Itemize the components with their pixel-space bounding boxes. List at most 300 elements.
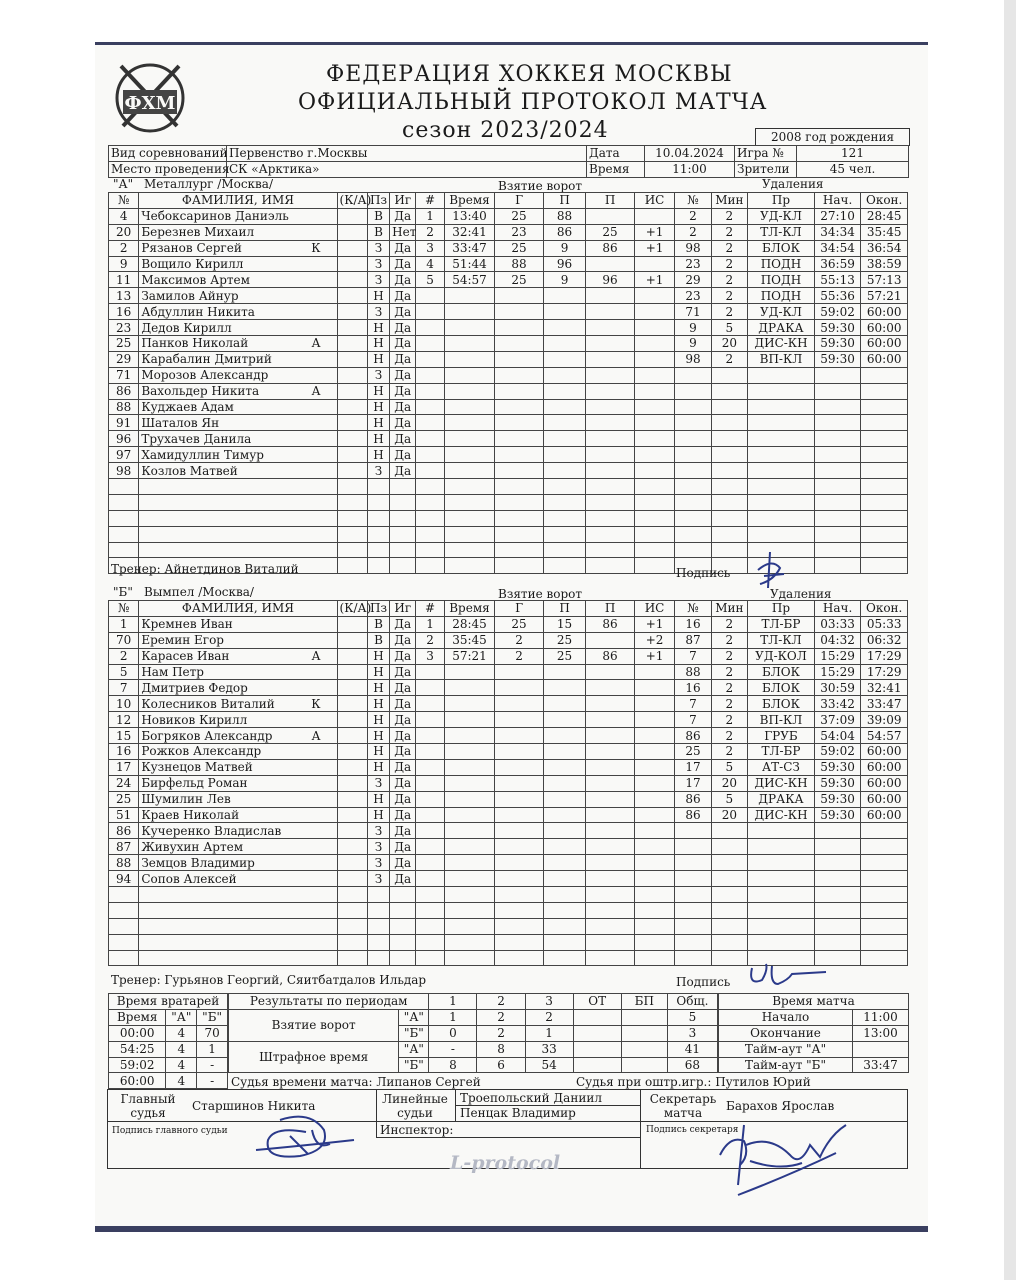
player-ka <box>337 632 367 648</box>
pen-start <box>814 558 861 574</box>
goal-assist2 <box>586 664 635 680</box>
match-info-table <box>108 145 909 178</box>
goal-assist1 <box>543 791 585 807</box>
periods-pen-label: Штрафное время <box>229 1041 399 1073</box>
player-number: 4 <box>109 208 139 224</box>
goal-scorer <box>495 807 544 823</box>
player-number <box>109 479 139 495</box>
pen-end: 33:47 <box>861 696 908 712</box>
period-cell: 0 <box>429 1025 477 1041</box>
pen-end <box>861 887 908 903</box>
goal-scorer: 25 <box>495 240 544 256</box>
player-pz: Н <box>367 447 389 463</box>
pen-player: 86 <box>675 807 711 823</box>
pen-player: 2 <box>675 224 711 240</box>
player-name: Абдуллин Никита <box>139 304 337 320</box>
pen-player <box>675 823 711 839</box>
goal-time <box>444 447 495 463</box>
pen-player: 23 <box>675 256 711 272</box>
goal-scorer <box>495 934 544 950</box>
table-row <box>109 240 908 256</box>
player-number: 88 <box>109 399 139 415</box>
player-pz: Н <box>367 807 389 823</box>
goalie-cell: - <box>197 1057 228 1073</box>
player-pz: Н <box>367 399 389 415</box>
goal-scorer <box>495 399 544 415</box>
goal-situation <box>634 680 674 696</box>
player-ka <box>337 224 367 240</box>
goal-situation: +1 <box>634 616 674 632</box>
goal-time <box>444 664 495 680</box>
pen-end: 28:45 <box>861 208 908 224</box>
goal-no <box>416 759 444 775</box>
col-goal-time-header: Время <box>444 193 495 209</box>
col-no-header: № <box>109 193 139 209</box>
timekeeper: Судья времени матча: Липанов Сергей <box>231 1075 481 1089</box>
goal-scorer <box>495 431 544 447</box>
goal-assist1 <box>543 759 585 775</box>
pen-end: 60:00 <box>861 336 908 352</box>
pen-player <box>675 447 711 463</box>
pen-end: 60:00 <box>861 775 908 791</box>
pen-end <box>861 479 908 495</box>
player-ig: Да <box>390 367 416 383</box>
goal-scorer <box>495 680 544 696</box>
goal-assist2: 86 <box>586 616 635 632</box>
player-number: 16 <box>109 744 139 760</box>
pen-end <box>861 934 908 950</box>
goal-assist1 <box>543 775 585 791</box>
goal-situation <box>634 415 674 431</box>
player-ig: Да <box>390 463 416 479</box>
table-row <box>109 431 908 447</box>
goal-assist2 <box>586 415 635 431</box>
goal-assist2 <box>586 887 635 903</box>
player-ka <box>337 759 367 775</box>
col-assist1-header: П <box>543 193 585 209</box>
player-name: Бирфельд Роман <box>139 775 337 791</box>
goal-situation <box>634 934 674 950</box>
goal-time <box>444 871 495 887</box>
goal-no: 4 <box>416 256 444 272</box>
pen-player <box>675 431 711 447</box>
goal-scorer <box>495 463 544 479</box>
goal-no <box>416 320 444 336</box>
goal-time: 13:40 <box>444 208 495 224</box>
period-cell <box>573 1025 621 1041</box>
table-row <box>109 288 908 304</box>
match-time-label: Начало <box>719 1009 853 1025</box>
pen-player: 7 <box>675 648 711 664</box>
date-value: 10.04.2024 <box>645 146 735 162</box>
pen-player: 17 <box>675 759 711 775</box>
goal-no: 1 <box>416 208 444 224</box>
period-cell <box>573 1041 621 1057</box>
player-number: 24 <box>109 775 139 791</box>
goal-time <box>444 744 495 760</box>
player-ig: Да <box>390 415 416 431</box>
table-row <box>109 918 908 934</box>
goal-assist1 <box>543 558 585 574</box>
player-ig <box>390 934 416 950</box>
pen-min: 2 <box>711 288 747 304</box>
player-name: Карабалин Дмитрий <box>139 351 337 367</box>
player-ig: Да <box>390 399 416 415</box>
table-row <box>109 712 908 728</box>
player-ka <box>337 775 367 791</box>
player-name: Дмитриев Федор <box>139 680 337 696</box>
pen-min <box>711 415 747 431</box>
captain-mark: К <box>311 696 321 711</box>
team-a-signature-icon <box>750 550 790 592</box>
spectators-label: Зрители <box>735 161 797 177</box>
pen-min: 2 <box>711 648 747 664</box>
period-cell: 41 <box>667 1041 717 1057</box>
goal-no <box>416 367 444 383</box>
goal-assist1 <box>543 463 585 479</box>
goal-situation: +2 <box>634 632 674 648</box>
pen-start: 59:30 <box>814 791 861 807</box>
player-pz: Н <box>367 336 389 352</box>
captain-mark: А <box>311 649 321 664</box>
pen-player <box>675 415 711 431</box>
goal-time: 51:44 <box>444 256 495 272</box>
player-ka <box>337 526 367 542</box>
goal-situation <box>634 494 674 510</box>
goal-situation <box>634 526 674 542</box>
pen-end: 32:41 <box>861 680 908 696</box>
player-ig <box>390 510 416 526</box>
pen-reason: ТЛ-БР <box>748 744 815 760</box>
period-cell: 2 <box>525 1009 573 1025</box>
pen-start <box>814 526 861 542</box>
pen-player: 98 <box>675 351 711 367</box>
pen-player <box>675 494 711 510</box>
pen-start: 54:04 <box>814 728 861 744</box>
goal-scorer <box>495 320 544 336</box>
goal-assist1: 96 <box>543 256 585 272</box>
player-number: 91 <box>109 415 139 431</box>
player-number: 2 <box>109 240 139 256</box>
pen-min <box>711 494 747 510</box>
player-name <box>139 494 337 510</box>
pen-start <box>814 431 861 447</box>
goal-no <box>416 510 444 526</box>
secretary-sign-label: Подпись секретаря <box>646 1125 739 1135</box>
goal-situation <box>634 208 674 224</box>
goal-assist1 <box>543 696 585 712</box>
pen-start <box>814 902 861 918</box>
pen-reason: ВП-КЛ <box>748 351 815 367</box>
pen-reason: АТ-СЗ <box>748 759 815 775</box>
goal-scorer <box>495 288 544 304</box>
table-row <box>109 648 908 664</box>
player-ig: Да <box>390 240 416 256</box>
pen-start <box>814 823 861 839</box>
period-cell <box>573 1009 621 1025</box>
goalie-time-title: Время вратарей <box>109 994 228 1010</box>
pen-min: 5 <box>711 320 747 336</box>
pen-start <box>814 479 861 495</box>
pen-start: 27:10 <box>814 208 861 224</box>
divider <box>376 1089 377 1137</box>
player-ka <box>337 934 367 950</box>
period-cell: 33 <box>525 1041 573 1057</box>
pen-min: 2 <box>711 208 747 224</box>
goal-no <box>416 839 444 855</box>
player-ka <box>337 558 367 574</box>
player-ka <box>337 918 367 934</box>
col-goal-time-header: Время <box>444 601 495 617</box>
pen-end: 17:29 <box>861 648 908 664</box>
pen-player: 7 <box>675 712 711 728</box>
player-pz <box>367 902 389 918</box>
table-row <box>109 775 908 791</box>
pen-player <box>675 871 711 887</box>
title-season: сезон 2023/2024 <box>402 118 609 143</box>
goal-scorer <box>495 839 544 855</box>
player-ka <box>337 871 367 887</box>
table-row <box>109 399 908 415</box>
pen-start <box>814 447 861 463</box>
goal-scorer <box>495 950 544 966</box>
pen-end <box>861 950 908 966</box>
player-ka <box>337 744 367 760</box>
player-pz: Н <box>367 728 389 744</box>
table-row <box>109 934 908 950</box>
pen-player: 88 <box>675 664 711 680</box>
col-pen-end-header: Окон. <box>861 601 908 617</box>
divider <box>640 1089 641 1169</box>
pen-min <box>711 479 747 495</box>
table-row <box>109 383 908 399</box>
goal-scorer <box>495 712 544 728</box>
goal-no <box>416 744 444 760</box>
goal-scorer <box>495 902 544 918</box>
pen-end: 36:54 <box>861 240 908 256</box>
goal-assist1 <box>543 447 585 463</box>
goalie-cell: 60:00 <box>109 1073 166 1089</box>
goal-scorer: 25 <box>495 208 544 224</box>
player-pz: З <box>367 304 389 320</box>
player-pz <box>367 494 389 510</box>
period-team: "Б" <box>399 1025 429 1041</box>
player-ka <box>337 950 367 966</box>
table-row <box>109 1057 228 1073</box>
goal-time <box>444 807 495 823</box>
player-name: Вощило Кирилл <box>139 256 337 272</box>
goal-time <box>444 728 495 744</box>
goal-no <box>416 336 444 352</box>
player-number: 16 <box>109 304 139 320</box>
inspector-label: Инспектор: <box>380 1123 454 1137</box>
player-name: Вахольдер Никита А <box>139 383 337 399</box>
player-number <box>109 934 139 950</box>
team-b-grid <box>108 600 908 966</box>
player-ig <box>390 558 416 574</box>
pen-min <box>711 367 747 383</box>
player-number: 25 <box>109 336 139 352</box>
goal-no <box>416 680 444 696</box>
player-number <box>109 494 139 510</box>
player-ig <box>390 950 416 966</box>
goal-assist1 <box>543 744 585 760</box>
pen-start: 59:30 <box>814 336 861 352</box>
goal-assist1: 25 <box>543 632 585 648</box>
pen-min <box>711 871 747 887</box>
pen-reason: УД-КЛ <box>748 304 815 320</box>
match-time-label: Тайм-аут "А" <box>719 1041 853 1057</box>
goal-assist1 <box>543 918 585 934</box>
player-name: Козлов Матвей <box>139 463 337 479</box>
player-pz: З <box>367 367 389 383</box>
goal-assist1 <box>543 304 585 320</box>
goal-situation <box>634 807 674 823</box>
goal-no <box>416 902 444 918</box>
pen-end <box>861 447 908 463</box>
period-cell <box>621 1025 667 1041</box>
goal-situation <box>634 696 674 712</box>
fhm-logo-icon <box>111 58 189 136</box>
player-name: Хамидуллин Тимур <box>139 447 337 463</box>
goal-situation <box>634 664 674 680</box>
pen-player <box>675 542 711 558</box>
pen-min <box>711 823 747 839</box>
col-pen-end-header: Окон. <box>861 193 908 209</box>
col-ig-header: Иг <box>390 193 416 209</box>
goal-time <box>444 479 495 495</box>
player-ka <box>337 256 367 272</box>
pen-start: 59:30 <box>814 807 861 823</box>
goal-no <box>416 871 444 887</box>
goal-situation <box>634 950 674 966</box>
goal-no <box>416 775 444 791</box>
goal-assist1 <box>543 871 585 887</box>
goal-scorer <box>495 791 544 807</box>
pen-min: 2 <box>711 304 747 320</box>
pen-player <box>675 902 711 918</box>
pen-player <box>675 918 711 934</box>
goal-assist2 <box>586 871 635 887</box>
table-row <box>109 272 908 288</box>
divider <box>376 1137 640 1138</box>
goal-scorer: 25 <box>495 272 544 288</box>
table-row <box>109 632 908 648</box>
player-name: Замилов Айнур <box>139 288 337 304</box>
goal-assist2 <box>586 632 635 648</box>
player-pz <box>367 950 389 966</box>
pen-start: 03:33 <box>814 616 861 632</box>
pen-start <box>814 855 861 871</box>
player-ka <box>337 542 367 558</box>
player-pz <box>367 479 389 495</box>
goal-situation <box>634 855 674 871</box>
col-pz-header: Пз <box>367 193 389 209</box>
goal-scorer <box>495 918 544 934</box>
col-assist2-header: П <box>586 601 635 617</box>
team-b-coach: Тренер: Гурьянов Георгий, Сяитбатдалов Ильдар <box>111 973 427 987</box>
goal-no <box>416 463 444 479</box>
goal-scorer <box>495 775 544 791</box>
player-number: 94 <box>109 871 139 887</box>
goal-assist1 <box>543 855 585 871</box>
player-number <box>109 526 139 542</box>
goal-assist2 <box>586 526 635 542</box>
player-name: Максимов Артем <box>139 272 337 288</box>
goal-no <box>416 383 444 399</box>
goal-situation <box>634 759 674 775</box>
player-pz <box>367 542 389 558</box>
pen-player <box>675 526 711 542</box>
table-row <box>109 336 908 352</box>
table-row <box>109 526 908 542</box>
pen-player: 87 <box>675 632 711 648</box>
comp-label: Вид соревнований <box>109 146 227 162</box>
goal-assist2 <box>586 463 635 479</box>
period-cell <box>621 1009 667 1025</box>
col-situation-header: ИС <box>634 601 674 617</box>
player-ig: Да <box>390 759 416 775</box>
player-number <box>109 542 139 558</box>
pen-end <box>861 918 908 934</box>
pen-player: 86 <box>675 791 711 807</box>
pen-min <box>711 383 747 399</box>
pen-player <box>675 839 711 855</box>
table-row <box>109 887 908 903</box>
pen-reason <box>748 367 815 383</box>
player-name: Рязанов Сергей К <box>139 240 337 256</box>
player-pz: З <box>367 240 389 256</box>
pen-reason: УД-КЛ <box>748 208 815 224</box>
player-name: Богряков Александр А <box>139 728 337 744</box>
goalie-head: "А" <box>166 1009 197 1025</box>
goal-assist1 <box>543 415 585 431</box>
player-ka <box>337 839 367 855</box>
pen-min <box>711 855 747 871</box>
goal-assist2 <box>586 712 635 728</box>
pen-end: 57:21 <box>861 288 908 304</box>
goal-scorer: 2 <box>495 648 544 664</box>
pen-reason <box>748 431 815 447</box>
table-row <box>109 463 908 479</box>
team-a-pen-title: Удаления <box>762 177 824 191</box>
col-assist1-header: П <box>543 601 585 617</box>
player-ig: Да <box>390 664 416 680</box>
goal-assist1 <box>543 479 585 495</box>
table-row <box>109 367 908 383</box>
pen-min: 2 <box>711 240 747 256</box>
player-name: Шаталов Ян <box>139 415 337 431</box>
title-federation: ФЕДЕРАЦИЯ ХОККЕЯ МОСКВЫ <box>326 62 733 87</box>
goal-assist1 <box>543 934 585 950</box>
goal-situation <box>634 336 674 352</box>
pen-min: 2 <box>711 256 747 272</box>
col-no-header: № <box>109 601 139 617</box>
player-pz: В <box>367 632 389 648</box>
goal-situation <box>634 775 674 791</box>
pen-min <box>711 934 747 950</box>
goal-assist2 <box>586 367 635 383</box>
player-ig <box>390 494 416 510</box>
table-row <box>109 871 908 887</box>
player-number: 9 <box>109 256 139 272</box>
pen-min <box>711 887 747 903</box>
player-name: Трухачев Данила <box>139 431 337 447</box>
col-pen-reason-header: Пр <box>748 601 815 617</box>
table-row <box>109 208 908 224</box>
pen-player: 16 <box>675 680 711 696</box>
time-label: Время <box>587 161 645 177</box>
